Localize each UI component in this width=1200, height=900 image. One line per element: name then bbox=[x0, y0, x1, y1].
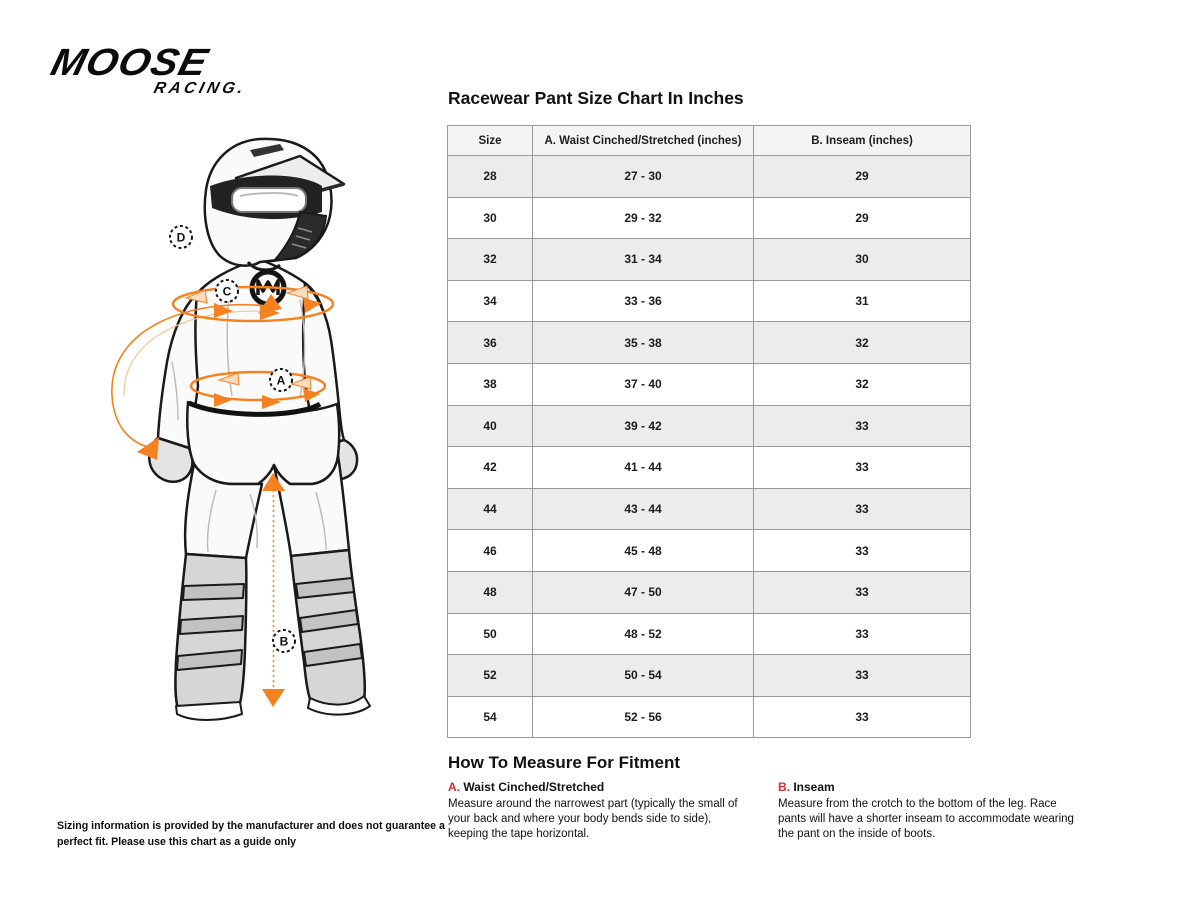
table-cell: 33 bbox=[754, 696, 971, 738]
table-cell: 52 bbox=[448, 655, 533, 697]
table-cell: 29 - 32 bbox=[533, 197, 754, 239]
table-cell: 47 - 50 bbox=[533, 571, 754, 613]
table-cell: 45 - 48 bbox=[533, 530, 754, 572]
table-row bbox=[448, 405, 971, 447]
measure-instruction-inseam bbox=[778, 780, 1086, 842]
table-cell: 36 bbox=[448, 322, 533, 364]
sizing-disclaimer: Sizing information is provided by the manufacturer and does not guarantee a perfect fit. Please use this chart as a guide only bbox=[57, 820, 445, 849]
table-cell: 50 bbox=[448, 613, 533, 655]
column-header: B. Inseam (inches) bbox=[754, 126, 971, 156]
measure-inseam-text: Measure from the crotch to the bottom of the leg. Race pants will have a shorter inseam to accommodate wearing the pant on the inside of boots. bbox=[778, 798, 1074, 840]
table-cell: 48 - 52 bbox=[533, 613, 754, 655]
table-row bbox=[448, 239, 971, 281]
table-cell: 33 bbox=[754, 530, 971, 572]
table-cell: 35 - 38 bbox=[533, 322, 754, 364]
table-cell: 41 - 44 bbox=[533, 447, 754, 489]
column-header: Size bbox=[448, 126, 533, 156]
table-cell: 44 bbox=[448, 488, 533, 530]
measure-inseam-letter: B. bbox=[778, 780, 790, 794]
table-cell: 42 bbox=[448, 447, 533, 489]
table-row bbox=[448, 613, 971, 655]
table-row bbox=[448, 322, 971, 364]
table-cell: 33 bbox=[754, 655, 971, 697]
table-cell: 30 bbox=[754, 239, 971, 281]
measure-waist-label: Waist Cinched/Stretched bbox=[463, 780, 605, 794]
table-row bbox=[448, 197, 971, 239]
table-cell: 34 bbox=[448, 280, 533, 322]
table-row bbox=[448, 488, 971, 530]
table-cell: 32 bbox=[448, 239, 533, 281]
badge-letter-c: C bbox=[222, 284, 232, 299]
measure-instruction-waist bbox=[448, 780, 748, 842]
left-boot-sole bbox=[176, 702, 242, 720]
table-row bbox=[448, 447, 971, 489]
moose-racing-logo bbox=[46, 42, 252, 98]
size-chart-title: Racewear Pant Size Chart In Inches bbox=[448, 88, 744, 108]
table-cell: 43 - 44 bbox=[533, 488, 754, 530]
badge-letter-a: A bbox=[276, 373, 286, 388]
table-row bbox=[448, 156, 971, 198]
table-cell: 31 - 34 bbox=[533, 239, 754, 281]
how-to-measure-title: How To Measure For Fitment bbox=[448, 753, 681, 772]
table-cell: 29 bbox=[754, 156, 971, 198]
table-cell: 33 bbox=[754, 488, 971, 530]
measure-waist-heading bbox=[448, 780, 748, 794]
table-cell: 33 bbox=[754, 571, 971, 613]
logo-wordmark-racing: RACING. bbox=[151, 80, 249, 98]
measure-waist-letter: A. bbox=[448, 780, 460, 794]
table-row bbox=[448, 696, 971, 738]
badge-letter-d: D bbox=[176, 230, 186, 245]
table-row bbox=[448, 530, 971, 572]
size-table bbox=[447, 125, 971, 738]
boot-straps bbox=[177, 578, 362, 670]
table-row bbox=[448, 363, 971, 405]
table-cell: 30 bbox=[448, 197, 533, 239]
measure-inseam-heading bbox=[778, 780, 1086, 794]
table-cell: 31 bbox=[754, 280, 971, 322]
measure-waist-text: Measure around the narrowest part (typically the small of your back and where your body bends side to side), keeping the tape horizontal. bbox=[448, 798, 738, 840]
logo-wordmark-moose: MOOSE bbox=[46, 42, 213, 84]
table-cell: 52 - 56 bbox=[533, 696, 754, 738]
table-cell: 29 bbox=[754, 197, 971, 239]
table-cell: 48 bbox=[448, 571, 533, 613]
table-cell: 33 bbox=[754, 447, 971, 489]
badge-letter-b: B bbox=[279, 634, 289, 649]
table-cell: 33 bbox=[754, 405, 971, 447]
goggles-lens bbox=[232, 188, 306, 212]
column-header: A. Waist Cinched/Stretched (inches) bbox=[533, 126, 754, 156]
table-cell: 40 bbox=[448, 405, 533, 447]
table-header-row bbox=[448, 126, 971, 156]
table-cell: 54 bbox=[448, 696, 533, 738]
table-row bbox=[448, 280, 971, 322]
table-row bbox=[448, 655, 971, 697]
table-cell: 33 bbox=[754, 613, 971, 655]
rider-measurement-diagram bbox=[85, 125, 385, 775]
table-cell: 32 bbox=[754, 363, 971, 405]
table-cell: 38 bbox=[448, 363, 533, 405]
table-row bbox=[448, 571, 971, 613]
table-cell: 50 - 54 bbox=[533, 655, 754, 697]
table-cell: 28 bbox=[448, 156, 533, 198]
table-cell: 27 - 30 bbox=[533, 156, 754, 198]
measure-inseam-label: Inseam bbox=[793, 780, 835, 794]
table-cell: 46 bbox=[448, 530, 533, 572]
table-cell: 33 - 36 bbox=[533, 280, 754, 322]
left-boot bbox=[175, 554, 246, 715]
table-cell: 37 - 40 bbox=[533, 363, 754, 405]
table-cell: 39 - 42 bbox=[533, 405, 754, 447]
table-cell: 32 bbox=[754, 322, 971, 364]
